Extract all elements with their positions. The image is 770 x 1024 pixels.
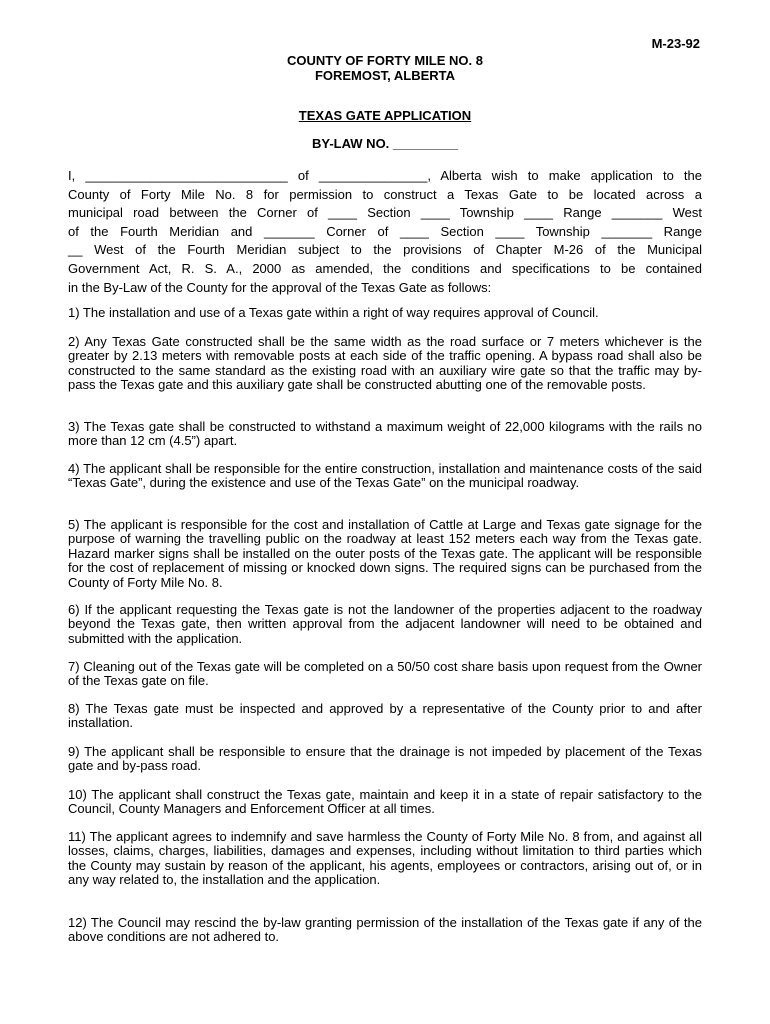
intro-line: municipal road between the Corner of ____ Section ____ Township ____ Range _______ West [68, 205, 702, 221]
intro-line: in the By-Law of the County for the approval of the Texas Gate as follows: [68, 279, 492, 295]
county-name: COUNTY OF FORTY MILE NO. 8 [287, 53, 483, 68]
document-number: M-23-92 [651, 36, 700, 51]
clause-1: 1) The installation and use of a Texas gate within a right of way requires approval of Council. [68, 305, 599, 320]
clause-10: 10) The applicant shall construct the Texas gate, maintain and keep it in a state of repair satisfactory to the Council, County Managers and Enforcement Officer at all times. [68, 787, 702, 817]
intro-line: I, ____________________________ of _______________, Alberta wish to make application to the [68, 168, 702, 183]
clause-11: 11) The applicant agrees to indemnify and save harmless the County of Forty Mile No. 8 from, and against all losses, claims, charges, liabilities, damages and expenses, including without limitation to third parties which the County may sustain by reason of the applicant, his agents, employees or contractors, arising out of, or in any way related to, the installation and the application. [68, 829, 702, 888]
intro-line: of the Fourth Meridian and _______ Corner of ____ Section ____ Township _______ Range [68, 223, 702, 239]
clause-3: 3) The Texas gate shall be constructed to withstand a maximum weight of 22,000 kilograms with the rails no more than 12 cm (4.5”) apart. [68, 419, 702, 449]
intro-line: Government Act, R. S. A., 2000 as amended, the conditions and specifications to be contained [68, 260, 702, 276]
intro-paragraph [68, 167, 702, 297]
clause-5: 5) The applicant is responsible for the cost and installation of Cattle at Large and Texas gate signage for the purpose of warning the travelling public on the roadway at least 152 meters each way from the Texas gate. Hazard marker signs shall be installed on the outer posts of the Texas gate. The applicant will be responsible for the cost of replacement of missing or knocked down signs. The required signs can be purchased from the County of Forty Mile No. 8. [68, 517, 702, 590]
clause-9: 9) The applicant shall be responsible to ensure that the drainage is not impeded by placement of the Texas gate and by-pass road. [68, 744, 702, 774]
clause-8: 8) The Texas gate must be inspected and approved by a representative of the County prior to and after installation. [68, 701, 702, 731]
clause-6: 6) If the applicant requesting the Texas gate is not the landowner of the properties adjacent to the roadway beyond the Texas gate, then written approval from the adjacent landowner will need to be obtained and submitted with the application. [68, 602, 702, 646]
application-title: TEXAS GATE APPLICATION [298, 108, 472, 123]
intro-line: County of Forty Mile No. 8 for permission to construct a Texas Gate to be located across a [68, 186, 702, 202]
intro-line: __ West of the Fourth Meridian subject to the provisions of Chapter M-26 of the Municipal [68, 242, 702, 258]
clause-7: 7) Cleaning out of the Texas gate will be completed on a 50/50 cost share basis upon request from the Owner of the Texas gate on file. [68, 659, 702, 689]
clause-12: 12) The Council may rescind the by-law granting permission of the installation of the Texas gate if any of the above conditions are not adhered to. [68, 915, 702, 945]
clause-2: 2) Any Texas Gate constructed shall be the same width as the road surface or 7 meters whichever is the greater by 2.13 meters with removable posts at each side of the traffic opening. A bypass road shall also be constructed to the same standard as the existing road with an auxiliary wire gate so that the traffic may by-pass the Texas gate and this auxiliary gate shall be constructed abutting one of the removable posts. [68, 334, 702, 393]
county-header [0, 53, 770, 83]
clause-4: 4) The applicant shall be responsible for the entire construction, installation and maintenance costs of the said “Texas Gate”, during the existence and use of the Texas Gate” on the municipal roadway. [68, 461, 702, 491]
county-location: FOREMOST, ALBERTA [314, 68, 456, 83]
bylaw-number: BY-LAW NO. _________ [312, 136, 458, 151]
